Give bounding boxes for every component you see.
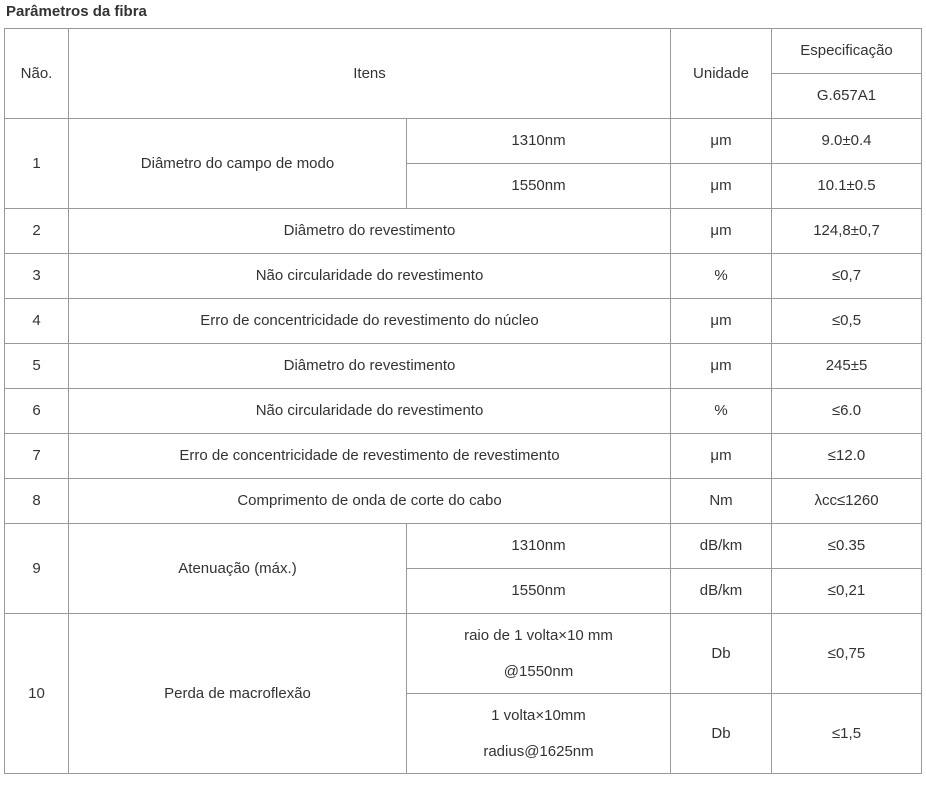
row-unit: dB/km	[671, 524, 772, 569]
row-condition	[407, 694, 671, 774]
row-unit: dB/km	[671, 569, 772, 614]
row-item: Atenuação (máx.)	[69, 524, 407, 614]
row-condition: 1550nm	[407, 569, 671, 614]
header-spec-type: G.657A1	[772, 74, 922, 119]
row-value: ≤12.0	[772, 434, 922, 479]
table-row	[5, 389, 922, 434]
header-unit: Unidade	[671, 29, 772, 119]
row-value: 245±5	[772, 344, 922, 389]
header-no: Não.	[5, 29, 69, 119]
row-value: 9.0±0.4	[772, 119, 922, 164]
row-value: 124,8±0,7	[772, 209, 922, 254]
table-row	[5, 434, 922, 479]
row-value: ≤0,75	[772, 614, 922, 694]
condition-line-1: 1 volta×10mm	[491, 706, 586, 724]
table-header-row	[5, 29, 922, 74]
row-unit: %	[671, 389, 772, 434]
row-value: ≤0,21	[772, 569, 922, 614]
row-item: Diâmetro do revestimento	[69, 209, 671, 254]
row-unit: μm	[671, 209, 772, 254]
row-condition	[407, 614, 671, 694]
header-items: Itens	[69, 29, 671, 119]
row-value: ≤0,7	[772, 254, 922, 299]
row-number: 2	[5, 209, 69, 254]
row-item: Erro de concentricidade de revestimento de revestimento	[69, 434, 671, 479]
row-number: 4	[5, 299, 69, 344]
row-unit: Nm	[671, 479, 772, 524]
table-row	[5, 254, 922, 299]
row-item: Perda de macroflexão	[69, 614, 407, 774]
row-number: 3	[5, 254, 69, 299]
row-item: Diâmetro do campo de modo	[69, 119, 407, 209]
row-value: λcc≤1260	[772, 479, 922, 524]
row-number: 6	[5, 389, 69, 434]
table-row	[5, 614, 922, 694]
row-unit: %	[671, 254, 772, 299]
condition-line-1: raio de 1 volta×10 mm	[464, 626, 613, 644]
row-item: Diâmetro do revestimento	[69, 344, 671, 389]
row-unit: μm	[671, 164, 772, 209]
page-title: Parâmetros da fibra	[6, 3, 147, 20]
row-unit: μm	[671, 344, 772, 389]
row-value: ≤0,5	[772, 299, 922, 344]
row-item: Comprimento de onda de corte do cabo	[69, 479, 671, 524]
row-condition: 1550nm	[407, 164, 671, 209]
row-number: 9	[5, 524, 69, 614]
row-unit: μm	[671, 434, 772, 479]
header-spec: Especificação	[772, 29, 922, 74]
row-number: 10	[5, 614, 69, 774]
condition-line-2: radius@1625nm	[483, 742, 594, 760]
row-item: Erro de concentricidade do revestimento do núcleo	[69, 299, 671, 344]
row-value: ≤6.0	[772, 389, 922, 434]
table-row	[5, 119, 922, 164]
table-row	[5, 344, 922, 389]
table-row	[5, 524, 922, 569]
row-unit: Db	[671, 694, 772, 774]
row-value: ≤0.35	[772, 524, 922, 569]
row-number: 5	[5, 344, 69, 389]
condition-line-2: @1550nm	[503, 662, 574, 680]
row-unit: Db	[671, 614, 772, 694]
fiber-parameters-table	[4, 28, 922, 774]
row-unit: μm	[671, 119, 772, 164]
table-row	[5, 209, 922, 254]
row-number: 7	[5, 434, 69, 479]
row-number: 1	[5, 119, 69, 209]
row-unit: μm	[671, 299, 772, 344]
table-row	[5, 299, 922, 344]
table-row	[5, 479, 922, 524]
row-item: Não circularidade do revestimento	[69, 254, 671, 299]
row-condition: 1310nm	[407, 524, 671, 569]
row-value: ≤1,5	[772, 694, 922, 774]
row-item: Não circularidade do revestimento	[69, 389, 671, 434]
row-number: 8	[5, 479, 69, 524]
row-value: 10.1±0.5	[772, 164, 922, 209]
row-condition: 1310nm	[407, 119, 671, 164]
